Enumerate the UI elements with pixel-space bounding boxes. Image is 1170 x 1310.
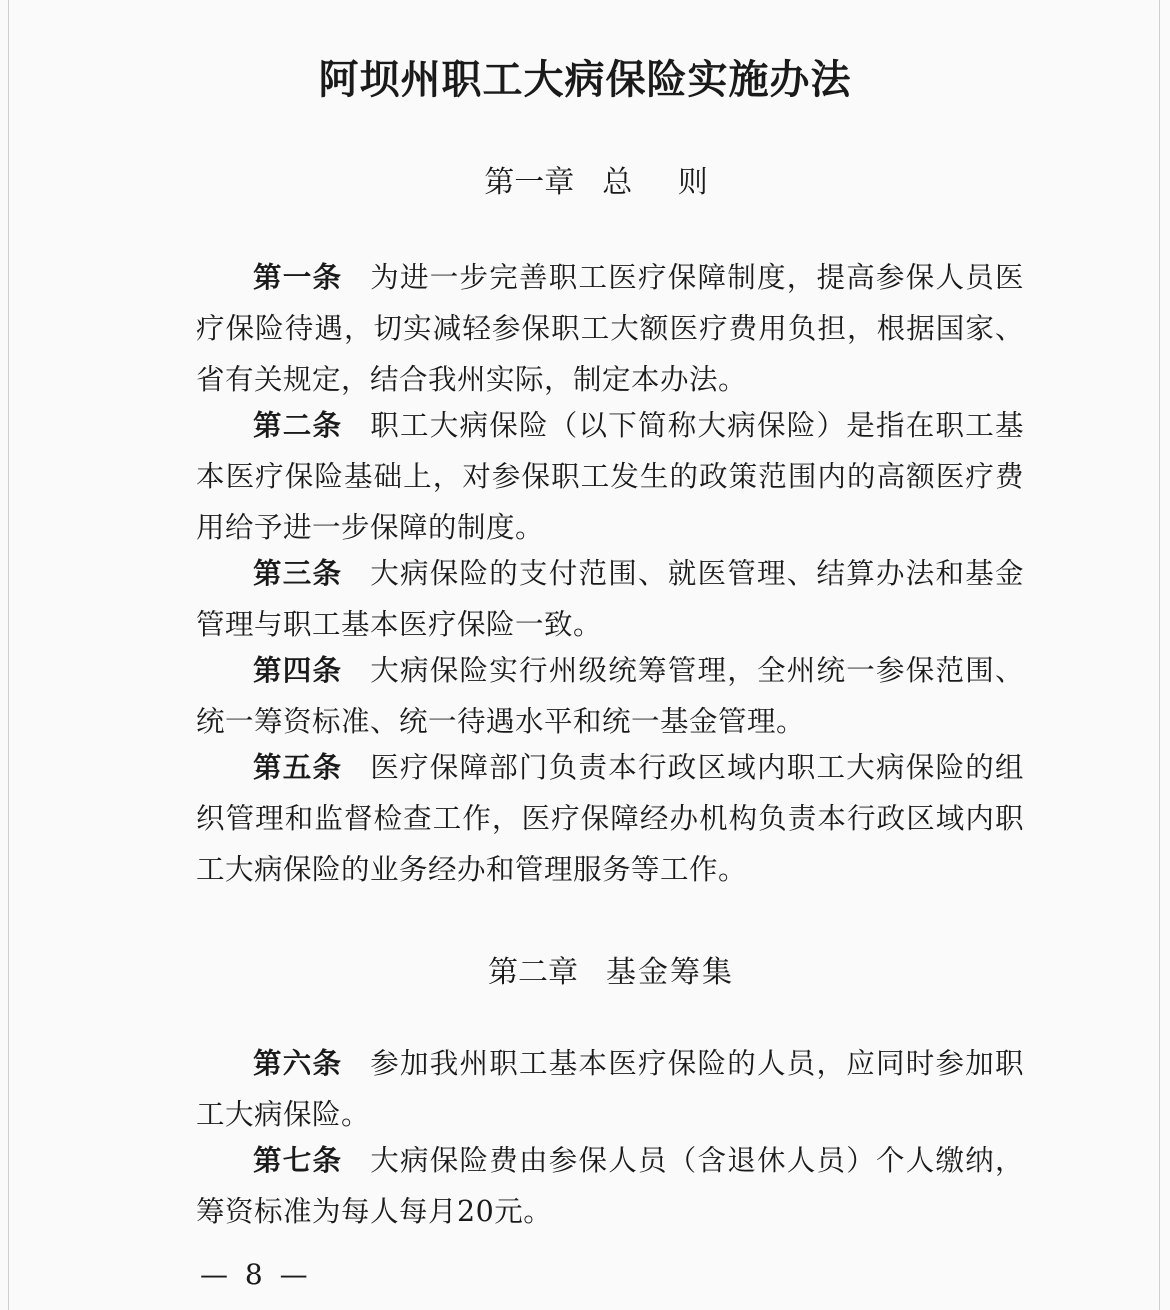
article-4	[196, 645, 1024, 747]
document-title: 阿坝州职工大病保险实施办法	[318, 56, 852, 103]
article-text: 大病保险的支付范围、就医管理、结算办法和基金管理与职工基本医疗保险一致。	[196, 557, 1024, 641]
chapter-heading-2	[26, 947, 1170, 991]
chapter-name: 总 则	[602, 165, 726, 200]
article-label: 第一条	[253, 260, 343, 294]
article-text: 职工大病保险（以下简称大病保险）是指在职工基本医疗保险基础上，对参保职工发生的政策范围内的高额医疗费用给予进一步保障的制度。	[196, 409, 1024, 544]
chapter-number: 第二章	[488, 955, 578, 990]
chapter-number: 第一章	[484, 165, 575, 200]
article-text: 大病保险实行州级统筹管理，全州统一参保范围、统一筹资标准、统一待遇水平和统一基金管理。	[196, 654, 1024, 738]
article-text: 为进一步完善职工医疗保障制度，提高参保人员医疗保险待遇，切实减轻参保职工大额医疗费用负担，根据国家、省有关规定，结合我州实际，制定本办法。	[196, 261, 1024, 396]
article-label: 第四条	[253, 653, 343, 687]
article-6	[196, 1038, 1024, 1140]
article-text: 大病保险费由参保人员（含退休人员）个人缴纳，筹资标准为每人每月20元。	[196, 1144, 1024, 1228]
article-label: 第六条	[253, 1046, 343, 1080]
article-2	[196, 400, 1024, 553]
chapter-name: 基金筹集	[606, 955, 734, 990]
article-label: 第二条	[253, 408, 343, 442]
article-text: 医疗保障部门负责本行政区域内职工大病保险的组织管理和监督检查工作，医疗保障经办机构负责本行政区域内职工大病保险的业务经办和管理服务等工作。	[196, 751, 1024, 886]
article-1	[196, 252, 1024, 405]
article-text: 参加我州职工基本医疗保险的人员，应同时参加职工大病保险。	[196, 1047, 1024, 1131]
article-7	[196, 1135, 1024, 1237]
article-3	[196, 548, 1024, 650]
chapter-heading-1	[20, 157, 1170, 201]
article-label: 第五条	[253, 750, 343, 784]
article-5	[196, 742, 1024, 895]
article-label: 第七条	[253, 1143, 343, 1177]
page-number: — 8 —	[200, 1258, 312, 1291]
article-label: 第三条	[253, 556, 343, 590]
page-edge-left	[8, 0, 9, 1310]
